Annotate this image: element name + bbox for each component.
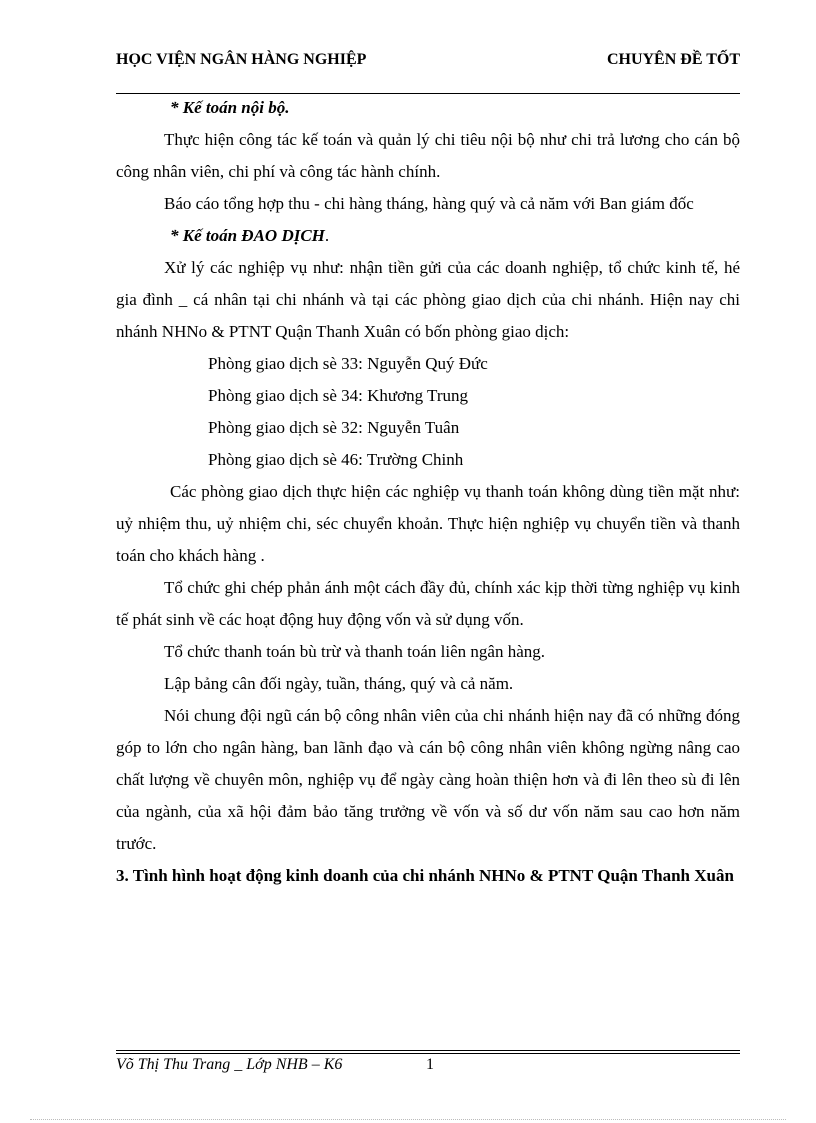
header-institution: HỌC VIỆN NGÂN HÀNG NGHIỆP bbox=[116, 51, 367, 68]
office-list-item: Phòng giao dịch sè 33: Nguyễn Quý Đức bbox=[208, 354, 488, 373]
section-heading-3: 3. Tình hình hoạt động kinh doanh của chi nhánh NHNo & PTNT Quận Thanh Xuân bbox=[116, 866, 734, 885]
paragraph-recording: Tổ chức ghi chép phản ánh một cách đầy đủ, chính xác kịp thời từng nghiệp vụ kinh tế phát sinh về các hoạt động huy động vốn và sử dụng vốn. bbox=[116, 578, 740, 629]
document-body bbox=[116, 92, 740, 892]
paragraph-internal-accounting: Thực hiện công tác kế toán và quản lý chi tiêu nội bộ như chi trả lương cho cán bộ công nhân viên, chi phí và công tác hành chính. bbox=[116, 130, 740, 181]
section-title-transaction-accounting: * Kế toán ĐAO DỊCH. bbox=[170, 226, 330, 245]
paragraph-report: Báo cáo tổng hợp thu - chi hàng tháng, hàng quý và cả năm với Ban giám đốc bbox=[164, 194, 694, 213]
section-title-internal-accounting: * Kế toán nội bộ. bbox=[170, 98, 290, 117]
paragraph-summary: Nói chung đội ngũ cán bộ công nhân viên của chi nhánh hiện nay đã có những đóng góp to lớn cho ngân hàng, ban lãnh đạo và cán bộ công nhân viên không ngừng nâng cao chất lượng về chuyên môn, nghiệp vụ để ngày càng hoàn thiện hơn và đi lên theo sù đi lên của ngành, của xã hội đảm bảo tăng trưởng về vốn và số dư vốn năm sau cao hơn năm trước. bbox=[116, 706, 740, 853]
footer-divider bbox=[116, 1050, 740, 1051]
office-list-item: Phòng giao dịch sè 34: Khương Trung bbox=[208, 386, 468, 405]
paragraph-payment-services: Các phòng giao dịch thực hiện các nghiệp vụ thanh toán không dùng tiền mặt như: uỷ nhiệm thu, uỷ nhiệm chi, séc chuyển khoản. Thực hiện nghiệp vụ chuyển tiền và thanh toán cho khách hàng . bbox=[116, 482, 740, 565]
header-document-type: CHUYÊN ĐỀ TỐT bbox=[606, 51, 740, 68]
office-list-item: Phòng giao dịch sè 32: Nguyễn Tuân bbox=[208, 418, 460, 437]
office-list-item: Phòng giao dịch sè 46: Trường Chinh bbox=[208, 450, 464, 469]
footer-divider-double bbox=[116, 1053, 740, 1054]
paragraph-balance-sheet: Lập bảng cân đối ngày, tuần, tháng, quý và cả năm. bbox=[164, 674, 514, 693]
footer-author: Võ Thị Thu Trang _ Lớp NHB – K6 bbox=[116, 1056, 343, 1073]
page-number: 1 bbox=[426, 1056, 434, 1073]
paragraph-transactions: Xử lý các nghiệp vụ như: nhận tiền gửi của các doanh nghiệp, tổ chức kinh tế, hé gia đình _ cá nhân tại chi nhánh và tại các phòng giao dịch của chi nhánh. Hiện nay chi nhánh NHNo & PTNT Quận Thanh Xuân có bốn phòng giao dịch: bbox=[116, 258, 740, 341]
page-bottom-edge bbox=[30, 1119, 786, 1120]
paragraph-clearing: Tổ chức thanh toán bù trừ và thanh toán liên ngân hàng. bbox=[164, 642, 545, 661]
